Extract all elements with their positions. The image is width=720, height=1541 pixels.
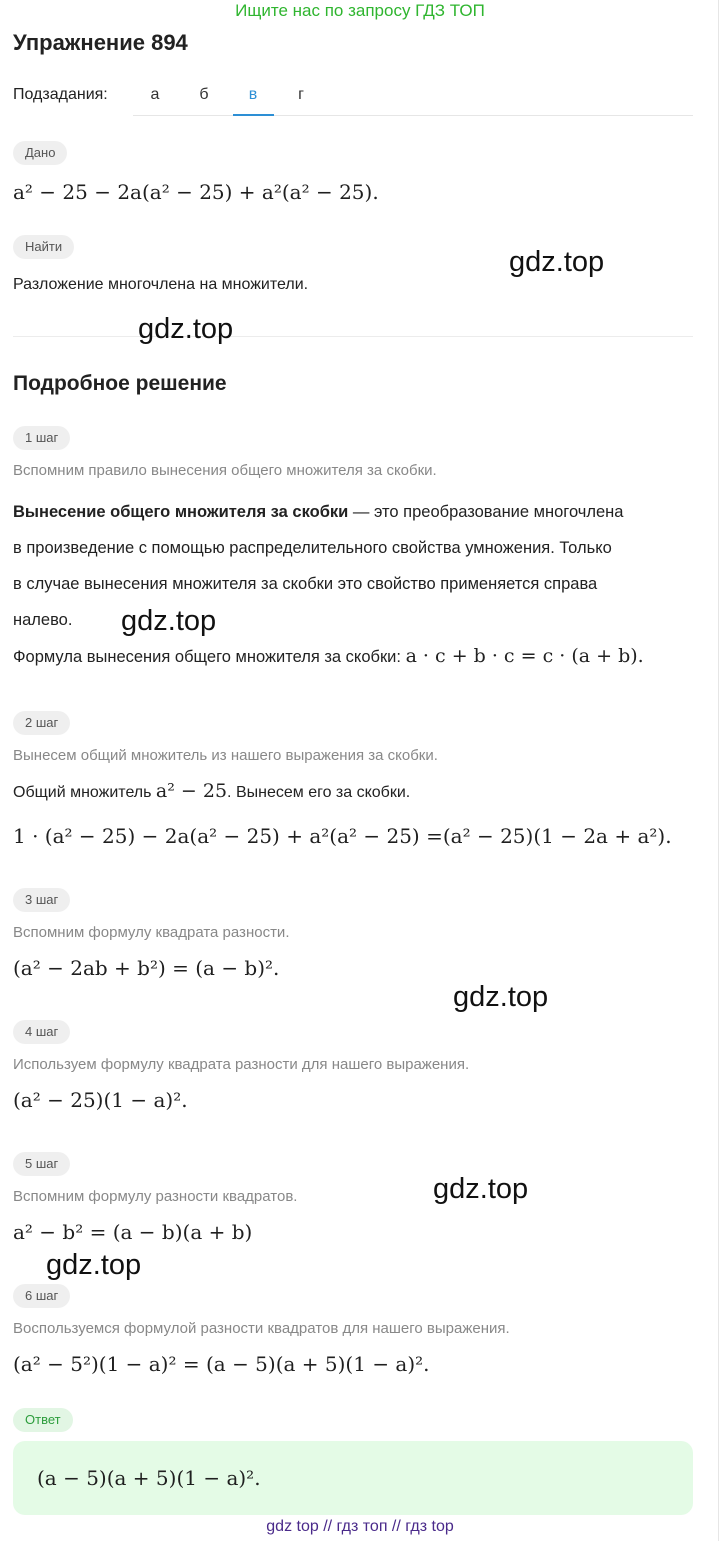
step-5-hint: Вспомним формулу разности квадратов. bbox=[13, 1188, 298, 1205]
step-1-definition bbox=[13, 494, 703, 675]
tab-b[interactable]: б bbox=[199, 86, 209, 103]
step-5-expression: a² − b² = (a − b)(a + b) bbox=[13, 1220, 253, 1244]
step-4-chip: 4 шаг bbox=[13, 1020, 70, 1044]
subtasks-label: Подзадания: bbox=[13, 86, 108, 103]
subtasks-nav bbox=[13, 84, 693, 116]
step-1-line-1: — это преобразование многочлена bbox=[348, 503, 624, 521]
solution-title: Подробное решение bbox=[13, 372, 227, 395]
step-5-chip: 5 шаг bbox=[13, 1152, 70, 1176]
step-1-hint: Вспомним правило вынесения общего множителя за скобки. bbox=[13, 462, 437, 479]
step-6-expression: (a² − 5²)(1 − a)² = (a − 5)(a + 5)(1 − a)². bbox=[13, 1352, 430, 1376]
find-chip: Найти bbox=[13, 235, 74, 259]
step-2-factor: a² − 25 bbox=[155, 780, 228, 802]
step-2-chip: 2 шаг bbox=[13, 711, 70, 735]
step-6-chip: 6 шаг bbox=[13, 1284, 70, 1308]
footer-links[interactable]: gdz top // гдз топ // гдз top bbox=[266, 1518, 454, 1535]
subtasks-baseline bbox=[133, 115, 693, 116]
right-edge-rule bbox=[718, 0, 719, 1541]
answer-chip: Ответ bbox=[13, 1408, 73, 1432]
step-1-line-2: в произведение с помощью распределительного свойства умножения. Только bbox=[13, 539, 612, 557]
watermark: gdz.top bbox=[453, 981, 549, 1013]
step-1-formula-label: Формула вынесения общего множителя за скобки: bbox=[13, 648, 406, 666]
step-1-chip: 1 шаг bbox=[13, 426, 70, 450]
step-2-text-after: . Вынесем его за скобки. bbox=[227, 784, 411, 801]
watermark: gdz.top bbox=[138, 313, 234, 345]
top-banner: Ищите нас по запросу ГДЗ ТОП bbox=[235, 1, 485, 20]
step-2-text-before: Общий множитель bbox=[13, 784, 156, 801]
step-1-line-4: налево. bbox=[13, 611, 73, 629]
answer-expression: (a − 5)(a + 5)(1 − a)². bbox=[37, 1466, 261, 1490]
step-2-hint: Вынесем общий множитель из нашего выражения за скобки. bbox=[13, 747, 438, 764]
step-1-line-3: в случае вынесения множителя за скобки это свойство применяется справа bbox=[13, 575, 598, 593]
active-tab-underline bbox=[233, 114, 274, 116]
answer-box bbox=[13, 1441, 693, 1515]
step-2-text bbox=[13, 780, 410, 802]
find-text: Разложение многочлена на множители. bbox=[13, 276, 309, 293]
watermark: gdz.top bbox=[509, 246, 605, 278]
tab-a[interactable]: а bbox=[150, 86, 160, 103]
tab-g[interactable]: г bbox=[298, 86, 304, 103]
page-title: Упражнение 894 bbox=[13, 30, 188, 55]
watermark: gdz.top bbox=[46, 1249, 142, 1281]
step-3-expression: (a² − 2ab + b²) = (a − b)². bbox=[13, 956, 280, 980]
step-4-expression: (a² − 25)(1 − a)². bbox=[13, 1088, 188, 1112]
section-divider bbox=[13, 336, 693, 337]
step-2-expression: 1 · (a² − 25) − 2a(a² − 25) + a²(a² − 25) =(a² − 25)(1 − 2a + a²). bbox=[13, 824, 672, 848]
tab-v[interactable]: в bbox=[248, 86, 258, 103]
step-6-hint: Воспользуемся формулой разности квадратов для нашего выражения. bbox=[13, 1320, 510, 1337]
step-3-hint: Вспомним формулу квадрата разности. bbox=[13, 924, 290, 941]
step-1-formula: a · c + b · c = c · (a + b). bbox=[405, 645, 644, 667]
watermark: gdz.top bbox=[433, 1173, 529, 1205]
step-1-bold-term: Вынесение общего множителя за скобки bbox=[13, 503, 349, 521]
given-expression: a² − 25 − 2a(a² − 25) + a²(a² − 25). bbox=[13, 180, 379, 204]
given-chip: Дано bbox=[13, 141, 67, 165]
step-3-chip: 3 шаг bbox=[13, 888, 70, 912]
watermark: gdz.top bbox=[121, 605, 217, 637]
step-4-hint: Используем формулу квадрата разности для нашего выражения. bbox=[13, 1056, 470, 1073]
